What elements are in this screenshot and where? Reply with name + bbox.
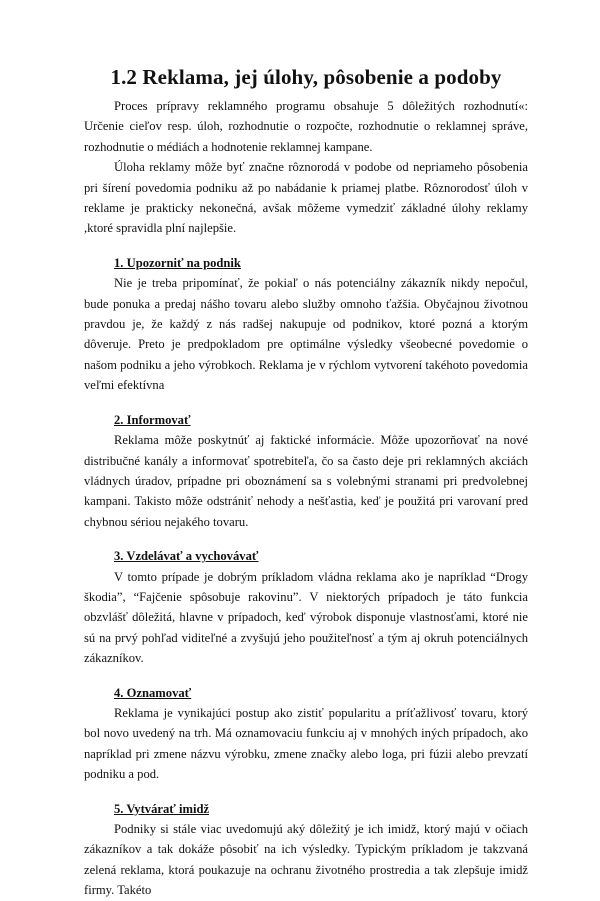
section-heading: 4. Oznamovať [114, 685, 192, 700]
section-heading: 5. Vytvárať imidž [114, 801, 210, 816]
section-vytvarat-imidz [84, 799, 528, 901]
section-heading: 2. Informovať [114, 412, 191, 427]
intro-paragraph-2: Úloha reklamy môže byť značne rôznorodá v podobe od nepriameho pôsobenia pri šírení povedomia podniku až po nabádanie k priamej platbe. Rôznorodosť úloh v reklame je prakticky nekonečná, avšak môžeme vymedziť základné úlohy reklamy ,ktoré spravidla plní najlepšie. [84, 160, 528, 236]
section-heading: 3. Vzdelávať a vychovávať [114, 549, 259, 564]
section-upozornit [84, 253, 528, 396]
intro-paragraph-1: Proces prípravy reklamného programu obsahuje 5 dôležitých rozhodnutí«: Určenie cieľov resp. úloh, rozhodnutie o rozpočte, rozhodnutie o reklamnej správe, rozhodnutie o médiách a hodnotenie reklamnej kampane. [84, 99, 528, 154]
section-heading: 1. Upozorniť na podnik [114, 255, 241, 270]
section-informovat [84, 410, 528, 532]
section-paragraph: Reklama je vynikajúci postup ako zistiť popularitu a príťažlivosť tovaru, ktorý bol novo uvedený na trh. Má oznamovaciu funkciu aj v mnohých iných prípadoch, ako napríklad pri zmene názvu výrobku, zmene značky alebo loga, pri fúzii alebo prevzatí podniku a pod. [84, 705, 528, 782]
section-oznamovat [84, 683, 528, 785]
page-title: 1.2 Reklama, jej úlohy, pôsobenie a podoby [110, 65, 502, 89]
section-paragraph: Reklama môže poskytnúť aj faktické informácie. Môže upozorňovať na nové distribučné kanály a informovať spotrebiteľa, čo sa často deje pri reklamných akciách vládnych úradov, prípadne pri oboznámení sa s volebnými stranami pri predvolebnej kampani. Takisto môže odstrániť nehody a nešťastia, keď je použitá pri varovaní pred chybnou sériou nejakého tovaru. [84, 433, 528, 529]
section-paragraph: Nie je treba pripomínať, že pokiaľ o nás potenciálny zákazník nikdy nepočul, bude ponuka a predaj nášho tovaru alebo služby omnoho ťažšia. Obyčajnou životnou pravdou je, že každý z nás radšej nakupuje od podnikov, ktoré pozná a ktorým dôveruje. Preto je predpokladom pre optimálne výsledky všeobecné povedomie o našom podniku a jeho výrobkoch. Reklama je v rýchlom vytvorení takéhoto povedomia veľmi efektívna [84, 276, 528, 393]
section-paragraph: Podniky si stále viac uvedomujú aký dôležitý je ich imidž, ktorý majú v očiach zákazníkov a tak dokáže pôsobiť na ich výsledky. Typickým príkladom je takzvaná zelená reklama, ktorá poukazuje na ochranu životného prostredia a tak zlepšuje imidž firmy. Takéto [84, 822, 528, 898]
section-paragraph: V tomto prípade je dobrým príkladom vládna reklama ako je napríklad “Drogy škodia”, “Fajčenie spôsobuje rakovinu”. V niektorých prípadoch je táto funkcia obzvlášť dôležitá, hlavne v prípadoch, keď výrobok disponuje vlastnosťami, ktoré nie sú na prvý pohľad viditeľné a zvyšujú jeho použiteľnosť a tým aj okruh potenciálnych zákazníkov. [84, 569, 528, 666]
section-vzdelavat [84, 546, 528, 668]
